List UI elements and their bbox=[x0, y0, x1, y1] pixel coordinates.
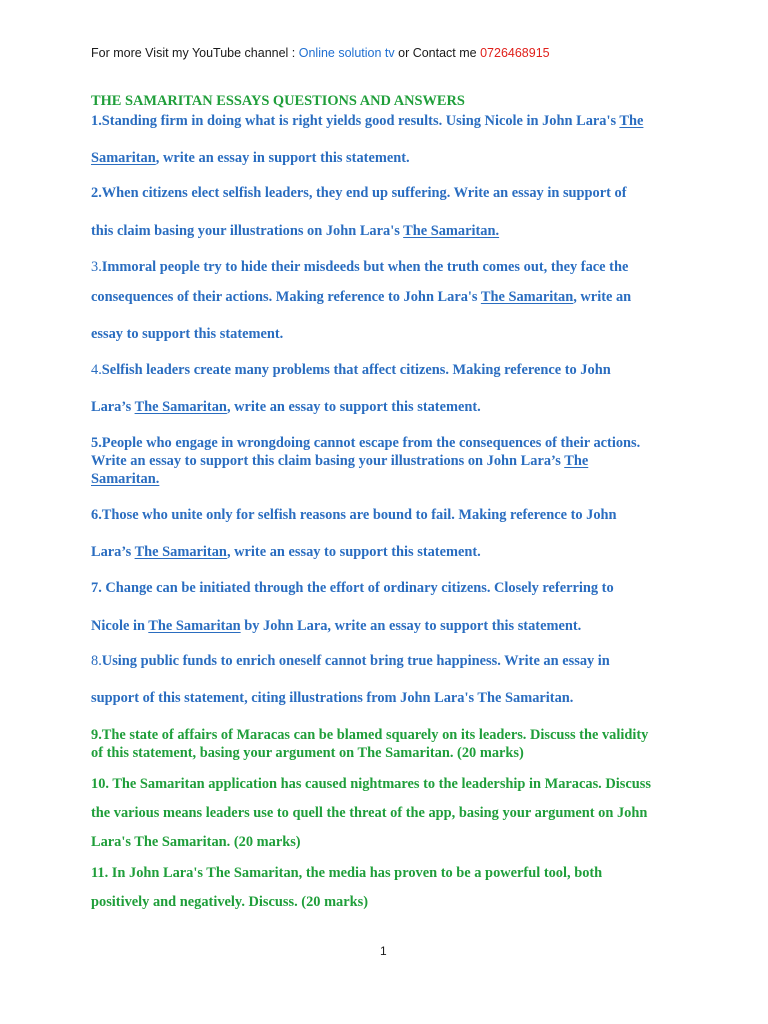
header-prefix: For more Visit my YouTube channel : bbox=[91, 46, 299, 60]
question-text: Write an essay to support this claim basing your illustrations on John Lara’s bbox=[91, 453, 565, 469]
question-2-line-2 bbox=[91, 222, 711, 240]
book-title: Samaritan bbox=[91, 150, 156, 166]
question-text: Lara’s bbox=[91, 544, 135, 560]
question-text: , write an essay to support this statement. bbox=[226, 544, 481, 560]
question-5-line-1: 5.People who engage in wrongdoing cannot escape from the consequences of their actions. bbox=[91, 435, 641, 451]
question-number: 8. bbox=[91, 653, 102, 669]
book-title: The Samaritan. bbox=[403, 223, 500, 239]
question-7-line-2 bbox=[91, 617, 711, 635]
question-4-line-2 bbox=[91, 398, 711, 416]
question-text: 1.Standing firm in doing what is right yields good results. Using Nicole in John Lara's bbox=[91, 113, 620, 129]
book-title: The bbox=[564, 453, 589, 469]
question-11-line-1: 11. In John Lara's The Samaritan, the media has proven to be a powerful tool, both bbox=[91, 865, 603, 881]
book-title: The Samaritan bbox=[134, 544, 227, 560]
contact-phone[interactable]: 0726468915 bbox=[480, 46, 550, 60]
page-number: 1 bbox=[380, 944, 387, 958]
question-9-line-2: of this statement, basing your argument on The Samaritan. (20 marks) bbox=[91, 745, 524, 761]
question-6-line-2 bbox=[91, 543, 711, 561]
question-3-line-1 bbox=[91, 258, 711, 276]
question-11-line-2: positively and negatively. Discuss. (20 marks) bbox=[91, 894, 369, 910]
page-header bbox=[91, 46, 550, 60]
question-3-line-3: essay to support this statement. bbox=[91, 326, 284, 342]
question-8-line-2: support of this statement, citing illustrations from John Lara's The Samaritan. bbox=[91, 690, 574, 706]
question-text: by John Lara, write an essay to support this statement. bbox=[240, 618, 582, 634]
question-number: 3. bbox=[91, 259, 102, 275]
question-text: , write an bbox=[573, 289, 632, 305]
question-text: Nicole in bbox=[91, 618, 149, 634]
book-title: The Samaritan bbox=[480, 289, 574, 305]
header-middle: or Contact me bbox=[394, 46, 481, 60]
question-2-line-1: 2.When citizens elect selfish leaders, they end up suffering. Write an essay in support of bbox=[91, 185, 627, 201]
question-text: Using public funds to enrich oneself cannot bring true happiness. Write an essay in bbox=[101, 653, 610, 669]
question-10-line-3: Lara's The Samaritan. (20 marks) bbox=[91, 834, 301, 850]
question-9-line-1: 9.The state of affairs of Maracas can be blamed squarely on its leaders. Discuss the validity bbox=[91, 727, 649, 743]
question-10-line-2: the various means leaders use to quell the threat of the app, basing your argument on John bbox=[91, 805, 648, 821]
book-title: Samaritan. bbox=[91, 471, 160, 487]
question-1-line-1 bbox=[91, 112, 711, 130]
book-title: The Samaritan bbox=[134, 399, 227, 415]
question-3-line-2 bbox=[91, 288, 711, 306]
book-title: The Samaritan bbox=[148, 618, 241, 634]
question-text: , write an essay in support this statement. bbox=[155, 150, 410, 166]
question-5-line-3 bbox=[91, 470, 711, 488]
question-4-line-1 bbox=[91, 361, 711, 379]
youtube-channel-link[interactable]: Online solution tv bbox=[298, 46, 395, 60]
question-text: Immoral people try to hide their misdeeds but when the truth comes out, they face the bbox=[101, 259, 629, 275]
question-5-line-2 bbox=[91, 452, 711, 470]
question-text: , write an essay to support this statement. bbox=[226, 399, 481, 415]
question-text: Selfish leaders create many problems that affect citizens. Making reference to John bbox=[101, 362, 611, 378]
question-number: 4. bbox=[91, 362, 102, 378]
question-7-line-1: 7. Change can be initiated through the effort of ordinary citizens. Closely referring to bbox=[91, 580, 614, 596]
document-title: THE SAMARITAN ESSAYS QUESTIONS AND ANSWERS bbox=[91, 93, 465, 109]
question-text: this claim basing your illustrations on John Lara's bbox=[91, 223, 404, 239]
book-title: The bbox=[619, 113, 644, 129]
question-text: consequences of their actions. Making reference to John Lara's bbox=[91, 289, 481, 305]
question-8-line-1 bbox=[91, 652, 711, 670]
question-1-line-2 bbox=[91, 149, 711, 167]
question-6-line-1: 6.Those who unite only for selfish reasons are bound to fail. Making reference to John bbox=[91, 507, 617, 523]
question-text: Lara’s bbox=[91, 399, 135, 415]
question-10-line-1: 10. The Samaritan application has caused nightmares to the leadership in Maracas. Discuss bbox=[91, 776, 651, 792]
